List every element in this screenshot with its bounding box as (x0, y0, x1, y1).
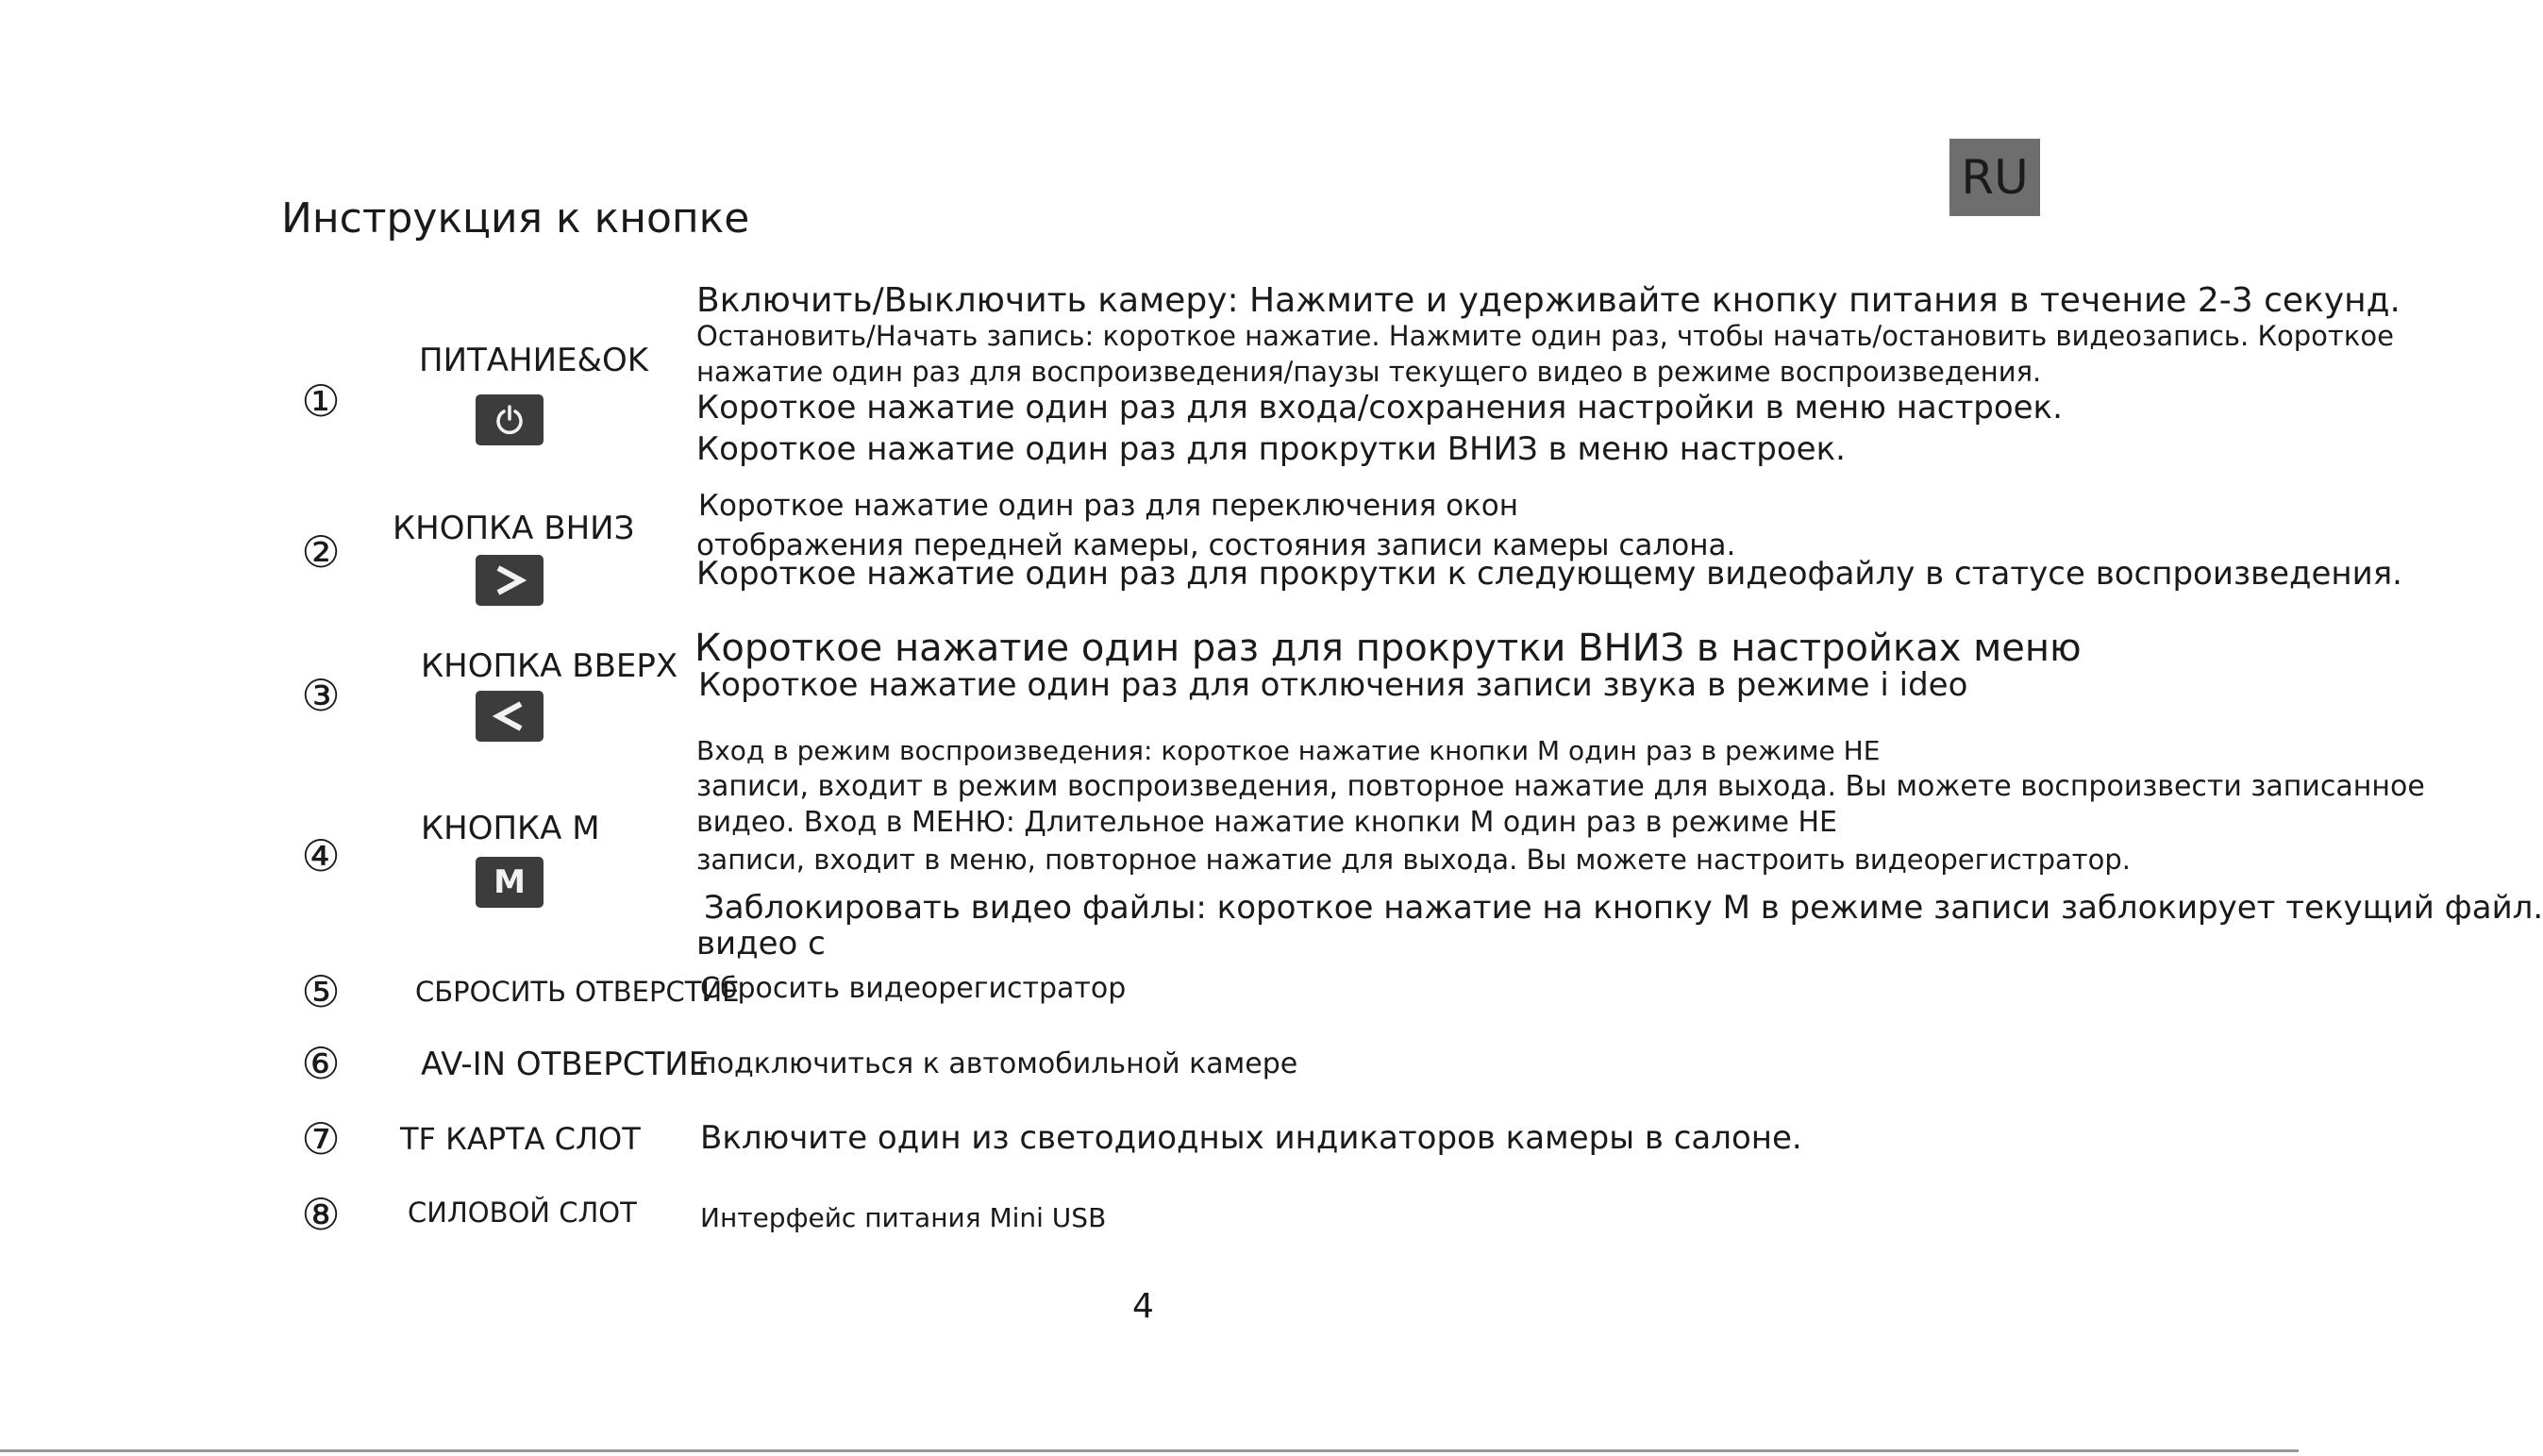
item-text-line: записи, входит в меню, повторное нажатие для выхода. Вы можете настроить видеорегистратор. (696, 844, 2132, 876)
page-number: 4 (1132, 1287, 1154, 1326)
item-text-line: подключиться к автомобильной камере (698, 1047, 1298, 1080)
item-label-tf-card-slot: TF КАРТА СЛОТ (400, 1121, 641, 1157)
item-text-line: Вход в режим воспроизведения: короткое нажатие кнопки M один раз в режиме НЕ (696, 735, 1881, 766)
item-text-line: видео. Вход в МЕНЮ: Длительное нажатие кнопки M один раз в режиме НЕ (696, 806, 1837, 839)
item-label-av-in-hole: AV-IN ОТВЕРСТИЕ (421, 1046, 710, 1083)
item-text-line: Короткое нажатие один раз для переключения окон (698, 489, 1518, 523)
item-text-line: Короткое нажатие один раз для прокрутки ВНИЗ в настройках меню (694, 627, 2082, 670)
item-number: ④ (301, 830, 341, 881)
item-label-reset-hole: СБРОСИТЬ ОТВЕРСТИЕ (415, 976, 740, 1008)
item-label-up-button: КНОПКА ВВЕРХ (421, 647, 678, 685)
chevron-left-icon (476, 691, 544, 742)
item-text-line: Короткое нажатие один раз для прокрутки ВНИЗ в меню настроек. (696, 430, 1846, 468)
item-text-line: записи, входит в режим воспроизведения, повторное нажатие для выхода. Вы можете воспроизвести записанное (696, 770, 2425, 803)
item-number: ⑧ (301, 1189, 341, 1240)
item-label-power-ok: ПИТАНИЕ&OK (419, 342, 649, 379)
bottom-divider (0, 1449, 2299, 1452)
item-text-line: Интерфейс питания Mini USB (700, 1202, 1107, 1233)
item-number: ③ (301, 670, 341, 721)
item-text-line: Заблокировать видео файлы: короткое нажатие на кнопку M в режиме записи заблокирует текущий файл. (704, 889, 2543, 927)
item-number: ① (301, 376, 341, 427)
language-badge: RU (1949, 139, 2040, 216)
item-text-line: Короткое нажатие один раз для отключения записи звука в режиме i ideo (698, 666, 1968, 704)
m-key-icon: M (476, 857, 544, 908)
item-text-line: видео с (696, 925, 826, 962)
item-number: ② (301, 527, 341, 577)
item-text-line: Короткое нажатие один раз для входа/сохранения настройки в меню настроек. (696, 389, 2063, 427)
power-icon (476, 394, 544, 445)
item-text-line: Короткое нажатие один раз для прокрутки к следующему видеофайлу в статусе воспроизведения. (696, 555, 2402, 593)
item-text-line: Остановить/Начать запись: короткое нажатие. Нажмите один раз, чтобы начать/остановить видеозапись. Короткое (696, 320, 2394, 352)
item-number: ⑥ (301, 1038, 341, 1089)
item-text-line: Включите один из светодиодных индикаторов камеры в салоне. (700, 1119, 1802, 1157)
item-label-down-button: КНОПКА ВНИЗ (393, 510, 635, 547)
item-number: ⑤ (301, 966, 341, 1017)
item-text-line: Сбросить видеорегистратор (700, 972, 1127, 1005)
page-title: Инструкция к кнопке (281, 194, 750, 243)
item-text-line: нажатие один раз для воспроизведения/паузы текущего видео в режиме воспроизведения. (696, 356, 2042, 388)
item-label-m-button: КНОПКА M (421, 810, 600, 847)
item-text-line: Включить/Выключить камеру: Нажмите и удерживайте кнопку питания в течение 2-3 секунд. (696, 281, 2401, 320)
item-number: ⑦ (301, 1113, 341, 1164)
chevron-right-icon (476, 555, 544, 606)
item-label-power-slot: СИЛОВОЙ СЛОТ (408, 1197, 637, 1229)
item-text-line: отображения передней камеры, состояния записи камеры салона. (696, 528, 1736, 562)
